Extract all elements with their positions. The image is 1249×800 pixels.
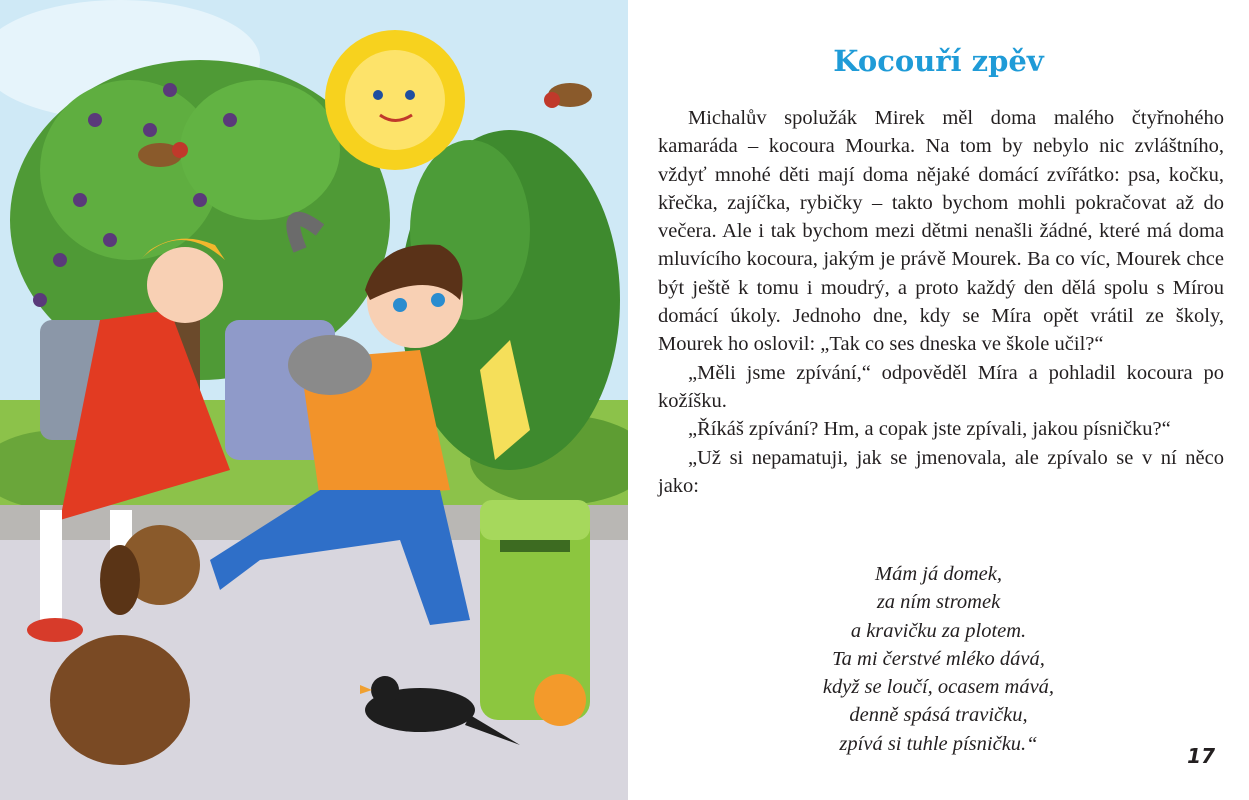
story-body — [658, 104, 1224, 500]
apple — [534, 674, 586, 726]
trash-bin — [480, 500, 590, 726]
poem-line: když se loučí, ocasem mává, — [822, 676, 1055, 699]
sun — [325, 30, 465, 170]
paragraph: „Říkáš zpívání? Hm, a copak jste zpívali, jakou písničku?“ — [688, 418, 1171, 441]
poem-line: zpívá si tuhle písničku.“ — [839, 732, 1038, 755]
poem-line: za ním stromek — [876, 591, 1001, 614]
poem-line: Ta mi čerstvé mléko dává, — [832, 647, 1045, 670]
poem-line: Mám já domek, — [875, 563, 1002, 585]
paragraph: „Měli jsme zpívání,“ odpověděl Míra a pohladil kocoura po kožíšku. — [658, 361, 1224, 412]
poem-line: a kravičku za plotem. — [850, 619, 1027, 642]
story-title: Kocouří zpěv — [833, 44, 1044, 78]
poem — [628, 560, 1249, 758]
paragraph: „Už si nepamatuji, jak se jmenovala, ale zpívalo se v ní něco jako: — [658, 446, 1224, 497]
text-page — [628, 0, 1249, 800]
page-number: 17 — [1187, 744, 1215, 768]
poem-line: denně spásá travičku, — [849, 704, 1028, 727]
paragraph: Michalův spolužák Mirek měl doma malého čtyřnohého kamaráda – kocoura Mourka. Na tom by nebylo nic zvláštního, vždyť mnohé děti mají doma nějaké domácí zvířátko: psa, kočku, křečka, zajíčka, rybičky – takto bychom mohli pokračovat až do večera. Ale i tak bychom mezi dětmi nenašli žádné, které má doma mluvícího kocoura, jakým je právě Mourek. Ba co víc, Mourek chce být ještě k tomu i moudrý, a proto každý den dělá spolu s Mírou domácí úkoly. Jednoho dne, kdy se Míra opět vrátil ze školy, Mourek ho oslovil: „Tak co ses dneska ve škole učil?“ — [658, 107, 1224, 356]
